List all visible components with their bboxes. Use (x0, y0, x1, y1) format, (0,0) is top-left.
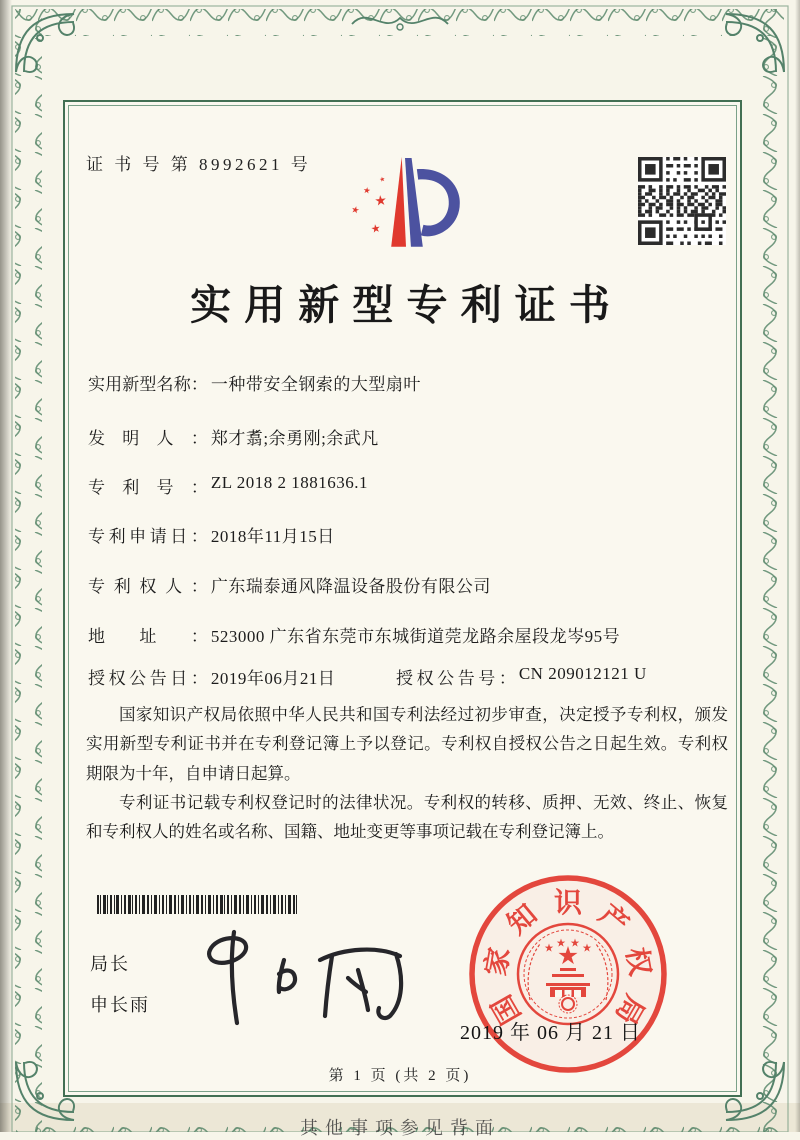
certificate-title: 实用新型专利证书 (190, 282, 624, 328)
field-row-filing-date (88, 522, 738, 547)
field-value: 广东瑞泰通风降温设备股份有限公司 (210, 577, 491, 596)
legal-paragraph-2: 专利证书记载专利权登记时的法律状况。专利权的转移、质押、无效、终止、恢复和专利权人的姓名或名称、国籍、地址变更等事项记载在专利登记簿上。 (86, 793, 728, 842)
officer-block (90, 950, 150, 1017)
seal-char: 识 (553, 888, 583, 919)
field-row-address (88, 622, 738, 647)
seal-char: 产 (592, 899, 635, 941)
field-value: 523000 广东省东莞市东城街道莞龙路余屋段龙岑95号 (210, 627, 621, 646)
field-label: 专利号： (88, 478, 208, 497)
field-row-name (88, 370, 738, 395)
field-row-inventors (88, 424, 738, 449)
field-label: 专利申请日： (88, 527, 208, 546)
field-value: 一种带安全钢索的大型扇叶 (210, 375, 421, 394)
field-label: 地址： (88, 627, 208, 646)
page-number: 第 1 页 (共 2 页) (328, 1068, 472, 1084)
field-value: ZL 2018 2 1881636.1 (210, 473, 368, 492)
field-label: 授权公告日： (88, 669, 208, 688)
field-row-grant (88, 664, 738, 689)
seal-char: 家 (480, 945, 517, 979)
field-row-patent-number (88, 473, 738, 498)
field-label: 专利权人： (88, 577, 208, 596)
official-seal (462, 868, 676, 1082)
cnipa-logo-icon (332, 148, 480, 258)
seal-char: 权 (619, 945, 656, 979)
back-note: 其他事项参见背面 (300, 1118, 500, 1138)
seal-char: 局 (608, 989, 650, 1030)
field-value: 2018年11月15日 (210, 527, 335, 546)
certificate-number: 证 书 号 第 8992621 号 (86, 155, 312, 174)
seal-char: 知 (501, 899, 544, 941)
barcode (97, 895, 297, 914)
field-label: 发明人： (88, 429, 208, 448)
field-value: CN 209012121 U (518, 664, 647, 683)
commissioner-signature (182, 926, 417, 1026)
field-value: 郑才翥;余勇刚;余武凡 (210, 429, 379, 448)
seal-char: 国 (486, 989, 528, 1030)
field-row-patentee (88, 572, 738, 597)
scan-shadow-left (0, 0, 12, 1132)
field-label: 授权公告号： (396, 669, 516, 688)
seal-date: 2019 年 06 月 21 日 (460, 1022, 641, 1044)
legal-paragraph-1: 国家知识产权局依照中华人民共和国专利法经过初步审查，决定授予专利权，颁发实用新型专利证书并在专利登记簿上予以登记。专利权自授权公告之日起生效。专利权期限为十年，自申请日起算。 (86, 705, 728, 783)
qr-code (638, 157, 726, 245)
scan-shadow-right (795, 0, 800, 1132)
legal-text (86, 700, 728, 847)
officer-name: 申长雨 (90, 995, 150, 1015)
field-group-grant-number (396, 664, 647, 689)
officer-title: 局长 (90, 954, 130, 974)
field-label: 实用新型名称： (88, 375, 208, 394)
field-value: 2019年06月21日 (210, 669, 336, 688)
